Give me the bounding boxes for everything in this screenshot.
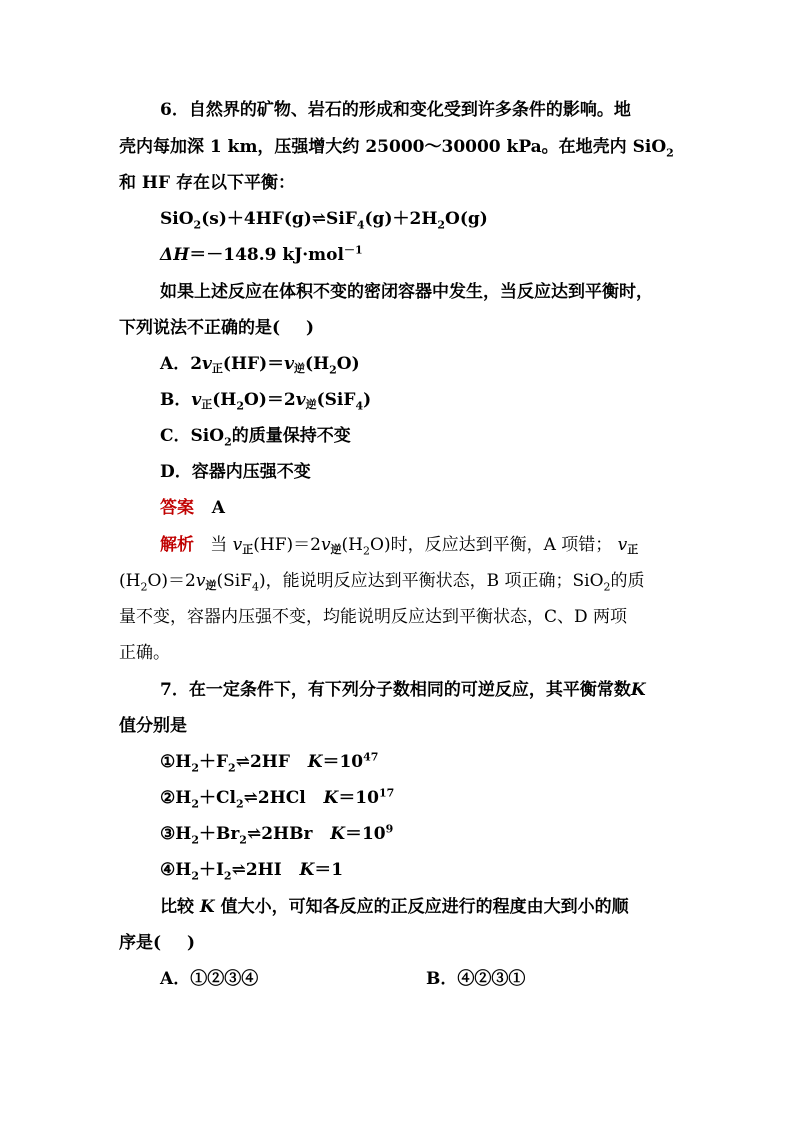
equilibrium-arrow-icon: ⇌ [311,209,327,229]
q6-analysis-line1: 解析 当 v正(HF)＝2v逆$(H_2O)$时，反应达到平衡，A 项错； v正 [160,535,639,558]
q6-stem-line3: 和 HF 存在以下平衡： [119,173,295,193]
q6-answer: 答案 A [160,498,225,518]
equilibrium-arrow-icon: ⇌ [235,752,250,772]
answer-label: 答案 [160,498,194,518]
q7-stem-line1: 7．在一定条件下，有下列分子数相同的可逆反应，其平衡常数K [160,680,646,700]
equilibrium-arrow-icon: ⇌ [243,788,258,808]
q6-analysis-line3: 量不变，容器内压强不变，均能说明反应达到平衡状态，C、D 两项 [119,607,628,627]
q7-option-a: A．①②③④ [160,969,259,989]
q7-reaction: $①H_2+F_2\rightleftharpoons 2HF$ $K=10^{47}$ [160,750,379,775]
q7-reaction: $②H_2+Cl_2\rightleftharpoons 2HCl$ $K=10^{17}$ [160,786,395,811]
equilibrium-arrow-icon: ⇌ [246,824,262,844]
q6-enthalpy: ΔH＝－148.9 kJ·mol$^{-1}$ [160,243,363,265]
analysis-label: 解析 [160,535,194,555]
q6-option-a: A．2v正(HF)＝v逆$(H_2O)$ [160,354,360,377]
q6-analysis-line4: 正确。 [119,643,170,663]
q6-option-b: B．v正$(H_2O)=2v$逆(SiF$_4$) [160,390,372,413]
q7-reaction: $③H_2+Br_2\rightleftharpoons 2HBr$ $K=10^9$ [160,822,394,847]
q6-option-d: D．容器内压强不变 [160,462,311,482]
q6-equation: $SiO_2(s)+4HF(g)\rightleftharpoons SiF_4(g)+2H_2O(g)$ [160,209,488,232]
equilibrium-arrow-icon: ⇌ [231,860,246,880]
q6-analysis-line2: $(H_2O)=2v$逆(SiF$_4$)，能说明反应达到平衡状态，B 项正确；SiO$_2$的质 [119,571,645,594]
q6-question-line1: 如果上述反应在体积不变的密闭容器中发生，当反应达到平衡时， [160,282,653,302]
q6-stem-line1: 6．自然界的矿物、岩石的形成和变化受到许多条件的影响。地 [160,100,631,120]
q6-stem-line2: 壳内每加深 1 km，压强增大约 25000～30000 kPa。在地壳内 SiO$_2$ [119,137,674,160]
q7-reaction: $④H_2+I_2\rightleftharpoons 2HI$ K＝1 [160,860,344,883]
q7-option-b: B．④②③① [426,969,526,989]
q7-stem-line2: 值分别是 [119,716,187,736]
q7-question-line1: 比较 K 值大小，可知各反应的正反应进行的程度由大到小的顺 [160,897,629,917]
q6-question-line2: 下列说法不正确的是( ) [119,318,315,338]
q6-option-c: C．SiO$_2$的质量保持不变 [160,426,351,449]
q7-question-line2: 序是( ) [119,933,196,953]
